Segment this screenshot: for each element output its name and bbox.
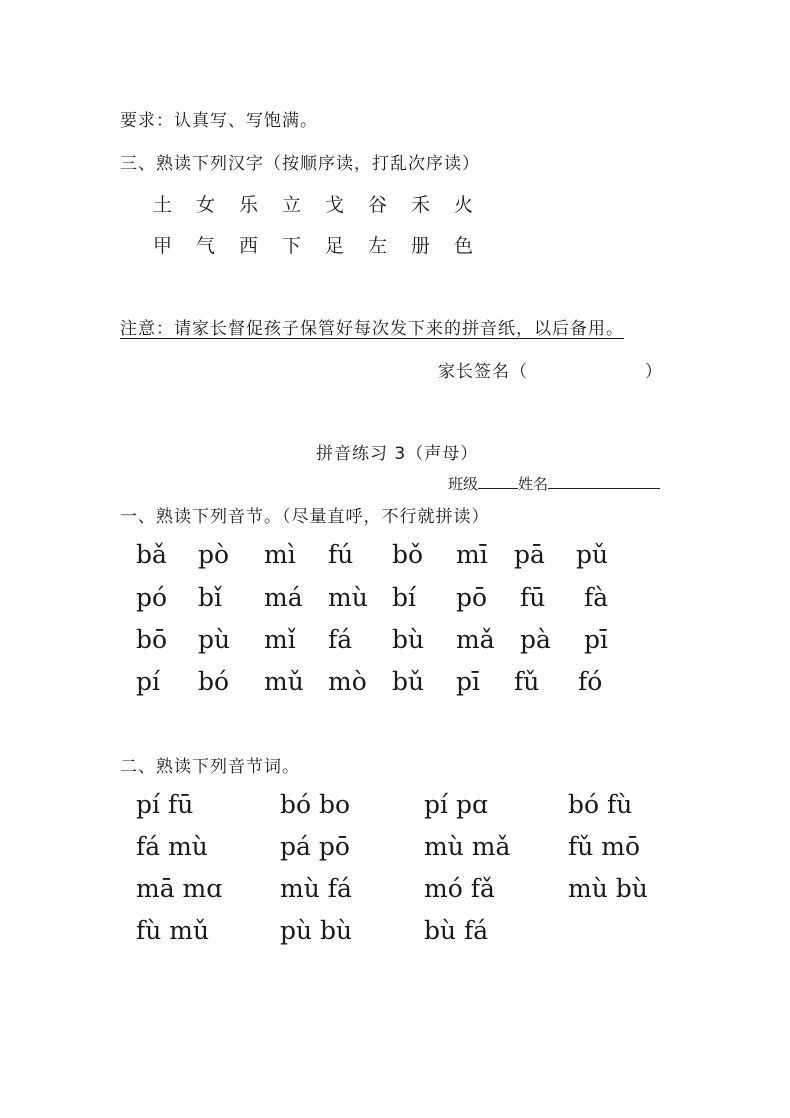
parent-notice: 注意：请家长督促孩子保管好每次发下来的拼音纸，以后备用。 [120,319,624,339]
word: mù fá [280,874,352,903]
syllable: pó [136,583,168,612]
syllable: fǔ [514,667,540,696]
word: fù mǔ [136,916,210,945]
syllable: pò [198,540,230,569]
word-grid [136,790,676,960]
syllable: bí [392,583,416,612]
syllable: má [264,583,303,612]
hanzi-char: 色 [454,235,474,257]
hanzi-char: 禾 [411,194,431,216]
syllable: fà [584,583,609,612]
syllable: bǐ [198,583,222,612]
syllable: fó [578,667,603,696]
syllable: mǐ [264,625,296,654]
word: bó fù [568,790,633,819]
syllable: pō [456,583,488,612]
syllable: fú [328,540,354,569]
word: pí pɑ [424,790,488,819]
hanzi-char: 左 [368,235,388,257]
syllable: mì [264,540,296,569]
hanzi-char: 火 [454,194,474,216]
syllable: pī [584,625,608,654]
hanzi-char: 气 [196,235,216,257]
requirement-text: 要求：认真写、写饱满。 [120,111,318,131]
signature-label: 家长签名（ [438,362,528,382]
syllable: pà [520,625,551,654]
hanzi-char: 乐 [239,194,259,216]
class-name-line [448,473,660,494]
hanzi-char: 土 [153,194,173,216]
section1-title: 一、熟读下列音节。（尽量直呼，不行就拼读） [120,507,490,527]
section2-title: 二、熟读下列音节词。 [120,757,300,777]
hanzi-char: 册 [411,235,431,257]
exercise-title: 拼音练习 3（声母） [316,444,479,464]
syllable: pā [514,540,545,569]
hanzi-char: 足 [325,235,345,257]
word: bù fá [424,916,489,945]
syllable: pí [136,667,160,696]
word: mù mǎ [424,832,511,861]
hanzi-char: 西 [239,235,259,257]
syllable: mò [328,667,367,696]
syllable: bù [392,625,425,654]
hanzi-char: 谷 [368,194,388,216]
syllable: pù [198,625,231,654]
hanzi-char: 女 [196,194,216,216]
word: fá mù [136,832,208,861]
word: mù bù [568,874,648,903]
section3-title: 三、熟读下列汉字（按顺序读，打乱次序读） [120,154,480,174]
name-blank[interactable] [548,474,660,489]
word: fǔ mō [568,832,641,861]
name-label: 姓名 [518,475,549,493]
signature-close: ） [645,362,663,382]
parent-signature [438,357,528,382]
syllable: mǔ [264,667,304,696]
hanzi-char: 甲 [153,235,173,257]
syllable: bó [198,667,230,696]
word: bó bo [280,790,351,819]
syllable: mù [328,583,368,612]
hanzi-char: 下 [282,235,302,257]
class-blank[interactable] [478,474,518,489]
class-label: 班级 [448,475,479,493]
syllable: fū [520,583,546,612]
syllable: fá [328,625,353,654]
syllable: mī [456,540,488,569]
hanzi-char: 立 [282,194,302,216]
syllable: pī [456,667,480,696]
syllable: bō [136,625,168,654]
syllable: bǎ [136,540,167,569]
word: mó fǎ [424,874,495,903]
word: pù bù [280,916,353,945]
word: mā mɑ [136,874,223,903]
syllable-grid [136,540,656,710]
syllable: mǎ [456,625,495,654]
hanzi-char: 戈 [325,194,345,216]
syllable: bǔ [392,667,425,696]
word: pí fū [136,790,194,819]
syllable: bǒ [392,540,424,569]
syllable: pǔ [576,540,609,569]
word: pá pō [280,832,350,861]
